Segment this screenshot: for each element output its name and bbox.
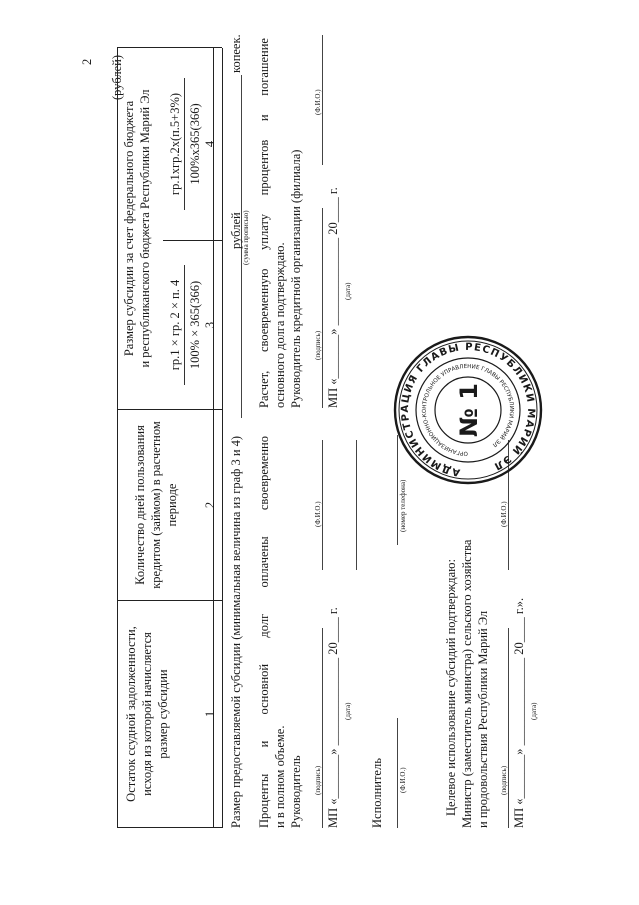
col3-formula-denominator: 100% × 365(366) bbox=[188, 280, 202, 370]
bank-fullname-caption: (Ф.И.О.) bbox=[314, 89, 322, 115]
bank-date-caption: (дата) bbox=[344, 282, 352, 300]
ministry-confirmation-line1: Целевое использование субсидий подтверждаю: bbox=[444, 559, 458, 816]
col1-header-line3: размер субсидии bbox=[156, 669, 170, 759]
borrower-stamp-date-line: МП «_______» ______________ 20____ г. bbox=[326, 607, 340, 828]
col34-group-header-line2: и республиканского бюджета Республики Марий Эл bbox=[138, 89, 152, 368]
col3-formula-numerator: гр.1 × гр. 2 × п. 4 bbox=[168, 279, 182, 371]
seal-inner-text: ОРГАНИЗАЦИОННО-КОНТРОЛЬНОЕ УПРАВЛЕНИЕ ГЛАВЫ РЕСПУБЛИКИ МАРИЙ ЭЛ bbox=[421, 363, 515, 457]
bank-confirmation-line2: основного долга подтверждаю. bbox=[273, 242, 287, 408]
subsidy-amount-label: Размер предоставляемой субсидии (минимальная величина из граф 3 и 4) bbox=[229, 435, 243, 828]
borrower-confirmation-line1: Проценты и основной долг оплачены своевременно bbox=[257, 436, 271, 828]
ministry-confirmation-line3: и продовольствия Республики Марий Эл bbox=[476, 610, 490, 828]
ministry-fullname-caption: (Ф.И.О.) bbox=[500, 501, 508, 527]
fullname-caption: (Ф.И.О.) bbox=[314, 501, 322, 527]
ministry-stamp-date-line: МП «_______» ______________ 20____ г.». bbox=[512, 597, 526, 828]
col4-formula-numerator: гр.1хгр.2х(п.5+3%) bbox=[168, 92, 182, 196]
borrower-confirmation-line2: и в полном объеме. bbox=[273, 725, 287, 828]
bank-stamp-date-line: МП «_______» ______________ 20____ г. bbox=[326, 187, 340, 408]
signature-caption: (подпись) bbox=[314, 765, 322, 795]
official-seal bbox=[388, 330, 548, 490]
col34-group-header-line1: Размер субсидии за счет федерального бюджета bbox=[122, 100, 136, 357]
subsidy-rubles-label: рублей bbox=[229, 212, 243, 249]
bank-confirmation-line1: Расчет, своевременную уплату процентов и погашение bbox=[257, 38, 271, 408]
col2-header-line2: кредитом (займом) в расчетном bbox=[149, 421, 163, 589]
col2-number: 2 bbox=[203, 501, 217, 509]
seal-number: № 1 bbox=[455, 383, 483, 437]
subsidy-kopecks-label: копеек. bbox=[229, 34, 243, 73]
col2-header-line3: периоде bbox=[165, 483, 179, 527]
ministry-date-caption: (дата) bbox=[530, 702, 538, 720]
col1-header-line2: исходя из которой начисляется bbox=[140, 632, 154, 796]
seal-outer-text: АДМИНИСТРАЦИЯ ГЛАВЫ РЕСПУБЛИКИ МАРИЙ ЭЛ bbox=[399, 341, 537, 478]
col4-number: 4 bbox=[203, 140, 217, 148]
phone-caption: (номер телефона) bbox=[399, 479, 407, 532]
col1-number: 1 bbox=[203, 710, 217, 718]
ministry-confirmation-line2: Министр (заместитель министра) сельского хозяйства bbox=[460, 539, 474, 828]
col2-header-line1: Количество дней пользования bbox=[133, 425, 147, 585]
col4-formula-denominator: 100%х365(366) bbox=[188, 103, 202, 185]
page-number: 2 bbox=[80, 58, 94, 65]
borrower-confirmation bbox=[257, 436, 271, 828]
units-label: (рублей) bbox=[110, 54, 124, 100]
executor-fullname-caption: (Ф.И.О.) bbox=[399, 767, 407, 793]
head-of-borrower-label: Руководитель bbox=[289, 755, 303, 828]
col1-header-line1: Остаток ссудной задолженности, bbox=[124, 626, 138, 802]
executor-label: Исполнитель bbox=[370, 758, 384, 828]
col3-number: 3 bbox=[203, 321, 217, 329]
head-of-bank-label: Руководитель кредитной организации (филиала) bbox=[289, 149, 303, 408]
bank-signature-caption: (подпись) bbox=[314, 330, 322, 360]
bank-confirmation bbox=[257, 38, 271, 408]
date-caption: (дата) bbox=[344, 702, 352, 720]
ministry-signature-caption: (подпись) bbox=[500, 765, 508, 795]
amount-in-words-caption: (сумма прописью) bbox=[242, 210, 250, 265]
